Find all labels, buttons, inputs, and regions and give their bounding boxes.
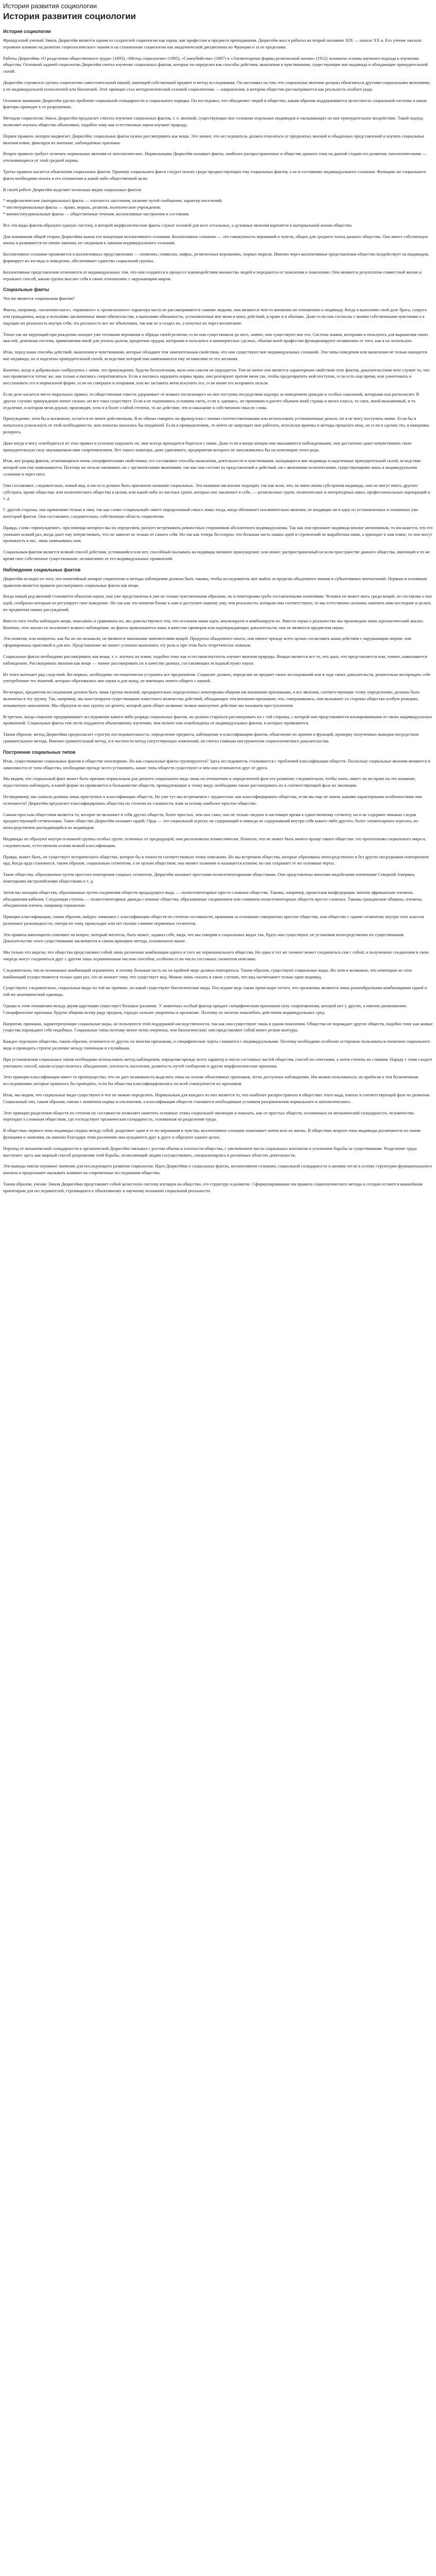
paragraph: Существуют, следовательно, социальные виды по той же причине, по какой существуют биологические виды. Последние ведь также происходят оттого, что организмы являются лишь разнообразными комбинациями одной и той же анатомической единицы. [3,985,427,997]
paragraph: Такие общества, образованные путем простого повторения сходных сегментов, Дюркгейм называет простыми полисегментарными обществами. Они представлены многими индейскими племенами Северной Америки, некоторыми австралийскими обществами и т. д. [3,872,415,884]
section-heading: Построение социальных типов [3,749,76,755]
document-body [3,29,433,1194]
list-item: * морфологические (материальные) факты — плотность населения, наличие путей сообщения, характер поселений; [3,197,433,204]
paragraph: Факты, например, «политического», «правового» и «религиозного» характера часто не рассматриваются самими людьми, они являются чем-то внешним по отношению к индивиду. Когда я выполняю свой долг брата, супруга или гражданина, когда я исполняю заключенные мною обязательства, я выполняю обязанности, установленные вне меня и моих действий, в праве и в обычаях. Даже если они согласны с моими собственными чувствами и я ощущаю их реальность внутри себя, эта реальность все же объективна, так как не я создал их, а получил их через воспитание. [3,307,427,326]
paragraph: Работы Дюркгейма «О разделении общественного труда» (1893), «Метод социологии» (1895), «Самоубийство» (1897) и «Элементарные формы религиозной жизни» (1912) заложили основы научного подхода к изучению общества. Основной задачей социологии Дюркгейм считал изучение социальных фактов, которые он определял как способы действия, мышления и чувствования, существующие вне индивида и обладающие принудительной силой. [3,55,428,74]
paragraph: Мы видим, что социальный факт может быть признан нормальным для данного социального вида лишь по отношению к определенной фазе его развития; следовательно, чтобы знать, имеет ли он право на это название, недостаточно наблюдать, в какой форме он проявляется в большинстве обществ, принадлежащих к этому виду; необходимо также рассматривать их в соответствующей фазе их эволюции. [3,776,416,788]
document-page [0,0,436,1194]
paragraph: Второе правило требует отличать нормальные явления от патологических. Нормальными Дюркгейм называет факты, наиболее распространенные в обществе данного типа на данной стадии его развития, патологическими — отклоняющиеся от этой средней нормы. [3,151,427,163]
paragraph: Дюркгейм стремился сделать социологию самостоятельной наукой, имеющей собственный предмет и метод исследования. Он настаивал на том, что социальные явления должны объясняться другими социальными явлениями, а не индивидуальной психологией или биологией. Этот принцип стал методологической основой социологизма — направления, в котором общество рассматривается как реальность особого рода. [3,79,430,92]
paragraph: Когда новый род явлений становится объектом науки, они уже представлены в уме не только чувственными образами, но и некоторыми грубо составленными понятиями. Человек не может жить среди вещей, не составляя о них идей, сообразно которым он регулирует свое поведение. Но так как эти понятия ближе к нам и доступнее нашему уму, чем реальности, которым они соответствуют, то мы естественно склонны заменять ими последние и делать их предметом наших рассуждений. [3,594,432,612]
paragraph: Коллективные представления отличаются от индивидуальных тем, что они создаются в процессе взаимодействия множества людей и передаются от поколения к поколению. Они являются результатом совместной жизни и отражают способ, каким группа мыслит себя в своих отношениях с окружающим миром. [3,269,422,281]
paragraph: Коллективное сознание проявляется в коллективных представлениях — понятиях, символах, мифах, религиозных верованиях, нормах морали. Именно через коллективные представления общество воздействует на индивидов, формирует их взгляды и поведение, обеспечивает единство социальной группы. [3,251,429,263]
paragraph: С другой стороны, оно применимо только к ним, так как слово «социальный» имеет определенный смысл лишь тогда, когда обозначает исключительно явления, не входящие ни в одну из установленных и названных уже категорий фактов. Они составляют, следовательно, собственную область социологии. [3,507,418,519]
paragraph: Следовательно, число возможных комбинаций ограничено, и потому большая часть их по крайней мере должна повторяться. Таким образом, существуют социальные виды. Но хотя и возможно, что некоторые из этих комбинаций осуществляются только один раз, это не мешает тому, что существует вид. Можно лишь сказать в таких случаях, что вид насчитывает только один индивид. [3,967,412,979]
paragraph: Мы только что видели, что общества представляют собой лишь различные комбинации одного и того же первоначального общества. Но один и тот же элемент может соединяться сам с собой, и полученные соединения в свою очередь могут соединяться друг с другом лишь ограниченным числом способов, особенно если число составных элементов невелико. [3,950,429,962]
paragraph: Что же является социальным фактом? [3,296,75,301]
paragraph: Индивиды не образуют внутри основной группы особых групп, отличных от предыдущей; они расположены атомистически. Понятно, что не может быть ничего проще такого общества: это протоплазма социального мира и, следовательно, естественная основа всякой классификации. [3,836,426,848]
paragraph: Дюркгейм исходил из того, что понятийный аппарат социологии и методы наблюдения должны быть таковы, чтобы исследователь мог выйти за пределы обыденного знания и субъективных впечатлений. Первым и основным правилом является правило рассматривать социальные факты как вещи. [3,575,427,588]
paragraph: Социальным фактом является всякий способ действия, устоявшийся или нет, способный оказывать на индивида внешнее принуждение; или иначе: распространенный на всем пространстве данного общества, имеющий в то же время свое собственное существование, независимое от его индивидуальных проявлений. [3,549,430,562]
paragraph: Итак, мы видим, что социальные виды существуют и что их можно определить. Нормальным для каждого из них является то, что наиболее распространено в обществах этого вида, взятых в соответствующей фазе их развития. Социальный тип, таким образом, связан с понятием нормы и отклонения, а классификация обществ становится необходимым условием разграничения нормального и патологического. [3,1092,430,1104]
paragraph: Точно так же верующий при рождении находит уже готовыми верования и обряды своей религии; если они существовали до него, значит, они существуют вне его. Система знаков, которыми я пользуюсь для выражения своих мыслей, денежная система, применяемая мной для уплаты долгов, кредитные орудия, которыми я пользуюсь в коммерческих сделках, обычаи моей профессии функционируют независимо от того, как я их использую. [3,331,429,344]
paragraph: Эти выводы имели огромное значение для последующего развития социологии. Идеи Дюркгейма о социальных фактах, коллективном сознании, социальной солидарности и аномии легли в основу структурно-функционального анализа и продолжают оказывать влияние на современные исследования общества. [3,1163,432,1176]
paragraph: В-третьих, когда социолог предпринимает исследование какого-либо разряда социальных фактов, он должен стараться рассматривать их с той стороны, с которой они представляются изолированными от своих индивидуальных проявлений. Социальные факты тем легче поддаются объективному изучению, чем полнее они освобождены от индивидуальных фактов, в которых проявляются. [3,714,432,726]
bullet-list [3,197,433,217]
paragraph: Первое правило, которое выдвигает Дюркгейм: социальные факты нужно рассматривать как вещи. Это значит, что исследователь должен отказаться от предвзятых мнений и обыденных представлений и изучать социальные явления извне, фиксируя их внешние, наблюдаемые признаки. [3,133,425,145]
paragraph: Вместо того чтобы наблюдать вещи, описывать и сравнивать их, мы довольствуемся тем, что осознаем наши идеи, анализируем и комбинируем их. Вместо науки о реальностях мы производим лишь идеологический анализ. Конечно, этот анализ не исключает всякого наблюдения, но факты привлекаются лишь в качестве примеров или подтверждающих доказательств; они не являются предметом науки. [3,618,424,630]
paragraph: Переход от механической солидарности к органической Дюркгейм связывал с ростом объема и плотности общества, с увеличением числа социальных контактов и усилением борьбы за существование. Разделение труда выступает здесь как мирный способ разрешения этой борьбы, позволяющий людям сосуществовать, специализируясь в различных областях деятельности. [3,1145,417,1158]
paragraph: Правда, может быть, не существует исторического общества, которое бы в точности соответствовало этому описанию. Но мы встречаем общества, которые образованы непосредственно и без других посредников повторением орд. Когда орда становится, таким образом, социальным сегментом, а не целым обществом, она меняет название и называется кланом; но она сохраняет те же основные черты. [3,854,429,866]
paragraph: Итак, вот разряд фактов, отличающихся очень специфическими свойствами; его составляют способы мышления, деятельности и чувствования, находящиеся вне индивида и наделенные принудительной силой, вследствие которой они ему навязываются. Поэтому их нельзя смешивать ни с органическими явлениями, так как они состоят из представлений и действий, ни с явлениями психическими, существующими лишь в индивидуальном сознании и через него. [3,458,421,477]
list-item: * институциональные факты — право, мораль, религия, политические учреждения; [3,204,433,211]
paragraph: Итак, перед нами способы действий, мышления и чувствования, которые обладают тем замечательным свойством, что они существуют вне индивидуальных сознаний. Эти типы поведения или мышления не только находятся вне индивида, но и наделены принудительной силой, вследствие которой они навязываются ему независимо от его желания. [3,349,427,361]
paragraph: Если дело касается чисто моральных правил, то общественная совесть удерживает от всякого посягающего на них поступка посредством надзора за поведением граждан и особых наказаний, которыми она располагает. В других случаях принуждение менее сильно, но все-таки существует. Если я не подчиняюсь условиям света, если я, одеваясь, не принимаю в расчет обычаев моей страны и моего класса, то смех, мной вызываемый, и то отдаление, в котором меня держат, производят, хотя и в более слабой степени, то же действие, что и наказание в собственном смысле слова. [3,392,420,410]
paragraph: Для понимания общей теории Дюркгейма важна его концепция коллективного сознания. Коллективное сознание — это совокупность верований и чувств, общих для среднего члена данного общества. Оно имеет собственную жизнь и развивается по своим законам, не сводимым к законам индивидуального сознания. [3,233,428,246]
paragraph: Социальные факты необходимо рассматривать как вещи, т. е. изучать их извне, подобно тому как естествоиспытатель изучает явления природы. Вещью является все то, что дано, что представляется или, точнее, навязывается наблюдению. Рассматривать явления как вещи — значит рассматривать их в качестве данных, составляющих исходный пункт науки. [3,653,427,666]
paragraph: Каждое отдельное общество, таким образом, отличается от других по многим признакам, и специфические черты сливаются с индивидуальными. Поэтому необходимо особенно осторожно пользоваться понятием социального вида и проводить строгое различие между типичным и случайным. [3,1039,430,1051]
paragraph: Этот принцип разделения обществ по степени их составности позволяет наметить основные этапы социальной эволюции и показать, как от простых обществ, основанных на механической солидарности, человечество переходит к сложным обществам, где господствует органическая солидарность, основанная на разделении труда. [3,1110,414,1122]
paragraph: Эти понятия, или концепты, как бы их ни называли, не являются законными заменителями вещей. Продукты обыденного опыта, они имеют прежде всего целью согласовать наши действия с окружающим миром; они сформированы практикой и для нее. Представление же может успешно выполнять эту роль и при этом быть теоретически ложным. [3,636,412,648]
paragraph: Самым простым обществом является то, которое не включает в себя других обществ, более простых, чем оно само; оно не только сведено в настоящее время к единственному сегменту, но и не содержит никаких следов предшествующей сегментации. Такое общество Дюркгейм называет ордой. Орда — это социальный агрегат, не содержащий и никогда не содержавший внутри себя какого-либо другого, более элементарного агрегата, но непосредственно распадающийся на индивидов. [3,811,418,831]
paragraph: Третье правило касается объяснения социальных фактов. Причину социального факта следует искать среди предшествующих ему социальных фактов, а не в состояниях индивидуального сознания. Функцию же социального факта необходимо искать в его отношении к какой-либо общественной цели. [3,168,426,181]
paragraph: Они составляют, следовательно, новый вид, и им-то и должно быть присвоено название социальных. Это название им вполне подходит, так как ясно, что, не имея своим субстратом индивида, они не могут иметь другого субстрата, кроме общества: или политического общества в целом, или какой-либо из частных групп, которые оно заключает в себе, — религиозных групп, политических и литературных школ, профессиональных корпораций и т. д. [3,482,430,501]
paragraph: В обществах первого типа индивиды сходны между собой, разделяют одни и те же верования и чувства, коллективное сознание охватывает почти всю их жизнь. В обществах второго типа индивиды различаются по своим функциям и занятиям, но именно благодаря этим различиям они нуждаются друг в друге и образуют единое целое. [3,1128,421,1140]
paragraph: Методом социологии Эмиль Дюркгейм предлагает считать изучение социальных фактов, т. е. явлений, существующих вне сознания отдельных индивидов и оказывающих на них принудительное воздействие. Такой подход позволяет изучать общество объективно, подобно тому как естественные науки изучают природу. [3,115,423,127]
section-heading: Наблюдение социальных фактов [3,567,81,572]
paragraph: Таким образом, метод Дюркгейма предполагает строгую последовательность: определение предмета, наблюдение и классификацию фактов, объяснение их причин и функций, проверку полученных выводов посредством сравнительного метода. Именно сравнительный метод, и в частности метод сопутствующих изменений, он считал главным инструментом социологического доказательства. [3,732,419,743]
paragraph: Однако в этом отношении между двумя царствами существует большое различие. У животных особый фактор придает специфическим признакам силу сопротивления, которой нет у других, а именно размножение. Специфические признаки, будучи общими всему ряду предков, гораздо сильнее укоренены в организме. Поэтому их нелегко поколебать действием индивидуальных сред. [3,1003,408,1015]
document-title: История развития социологии [3,11,136,21]
paragraph: Этот принцип классификации имеет то преимущество, что он дает возможность выделить типы на основе объективных признаков, легко доступных наблюдению. Им можно пользоваться, не прибегая к тем бесконечным исследованиям, которые пришлось бы проводить, если бы общества классифицировались по всей совокупности их признаков. [3,1074,418,1087]
paragraph: Во-вторых, предметом исследования должна быть лишь группа явлений, предварительно определенных некоторыми общими им внешними признаками, и все явления, соответствующие этому определению, должны быть включены в эту группу. Так, например, мы констатируем существование известного количества действий, обладающих тем внешним признаком, что, совершившись, они вызывают со стороны общества особую реакцию, называемую наказанием. Мы образуем из них группу sui generis, которой даем общее название: всякое наказуемое действие мы называем преступлением. [3,689,420,708]
window-tab-title: История развития социологии [3,2,97,10]
paragraph: Напротив, признаки, характеризующие социальные виды, не пользуются этой поддержкой наследственности, так как они существуют лишь в одном поколении. Общество не порождает других обществ, подобно тому как живые существа порождают себе подобных. Социальные типы поэтому менее четко очерчены, чем биологические; они представляют собой менее резкие контуры. [3,1021,433,1033]
paragraph: Таким образом, учение Эмиля Дюркгейма представляет собой целостную систему взглядов на общество, его структуру и развитие. Сформулированные им правила социологического метода и сегодня остаются важнейшим ориентиром для исследователей, стремящихся к объективному и научному познанию социальной реальности. [3,1181,423,1193]
paragraph: При установлении социальных типов необходимо использовать метод наблюдения, определяя прежде всего характер и число составных частей общества, способ их сочетания, а затем степень их слияния. Наряду с этим следует учитывать способ, каким осуществлялось объединение, плотность населения, развитость путей сообщения и другие морфологические признаки. [3,1056,432,1069]
paragraph: Принуждение, хотя бы и косвенное, остается не менее действенным. Я не обязан говорить по-французски с моими соотечественниками или использовать установленные деньги, но я не могу поступить иначе. Если бы я попытался ускользнуть от этой необходимости, моя попытка оказалась бы неудачной. Если я промышленник, то ничто не запрещает мне работать, используя приемы и методы прошлого века, но если я сделаю это, я наверняка разорюсь. [3,416,429,435]
section-heading: История социологии [3,29,51,34]
section-heading: Социальные факты [3,287,49,293]
paragraph: Все эти виды фактов образуют единую систему, в которой морфологические факты служат основой для всех остальных, а духовные явления коренятся в материальной жизни общества. [3,222,353,228]
list-item: * внеинституциональные факты — общественные течения, коллективные настроения и состояния. [3,211,433,217]
paragraph: Французский ученый Эмиль Дюркгейм является одним из создателей социологии как науки, как профессии и предмета преподавания. Дюркгейм жил и работал во второй половине XIX — начале XX в. Его учение оказало огромное влияние на развитие социологического знания и на становление социологии как академической дисциплины во Франции и за ее пределами. [3,38,422,49]
paragraph: Эти правила имплицитно отвечают на вопрос, который читатель, быть может, задавал себе, видя, что мы говорим о социальных видах так, будто они существуют, не установив непосредственно их существования. Доказательство этого существования заключается в самом принципе метода, изложенного выше. [3,931,405,944]
paragraph: Из этого вытекает ряд следствий. Во-первых, необходимо систематически устранять все предпонятия. Социолог должен, определяя ли предмет своих исследований или в ходе своих доказательств, решительно воспрещать себе употребление тех понятий, которые образовались вне науки и для нужд, не имеющих ничего общего с наукой. [3,671,431,684]
paragraph: В своей работе Дюркгейм выделяет несколько видов социальных фактов: [3,187,142,192]
paragraph: Итак, существование социальных фактов в обществе неоспоримо. Но как социальные факты группируются? Здесь исследователь сталкивается с проблемой классификации обществ. Поскольку социальные явления меняются в зависимости от типа общества, необходимо прежде всего установить, какие типы обществ существуют и чем они отличаются друг от друга. [3,758,430,770]
paragraph: Принцип классификации, таким образом, найден: начинают с классификации обществ по степени составности, принимая за основание совершенно простое общество, или общество с одним сегментом; внутри этих классов различают разновидности, смотря по тому, происходит или нет полное слияние первичных сегментов. [3,914,424,926]
paragraph: Конечно, когда я добровольно сообразуюсь с ними, это принуждение, будучи бесполезным, мало или совсем не ощущается. Тем не менее оно является характерным свойством этих фактов, доказательством чего служит то, что оно проявляется тотчас же, как только я пытаюсь сопротивляться. Если я пытаюсь нарушить нормы права, они реагируют против меня так, чтобы предотвратить мой поступок, если есть еще время, или уничтожить и восстановить его в нормальной форме, если он совершен и поправим, или же заставить меня искупить его, если иначе его исправить нельзя. [3,367,430,386]
paragraph: Затем мы находим общества, образованные путем соединения обществ предыдущего вида, — полисегментарные просто сложные общества. Таковы, например, ирокезская конфедерация, многие африканские племена, объединения кабилов. Следующая ступень — полисегментарные дважды сложные общества, образованные соединением или слиянием полисегментарных обществ просто сложных. Таковы гражданские общины, племена, объединения племен, например германские. [3,889,423,908]
paragraph: Правда, слово «принуждение», при помощи которого мы их определяем, рискует встревожить ревностных сторонников абсолютного индивидуализма. Так как они признают индивида вполне автономным, то им кажется, что его унижают всякий раз, когда дают ему почувствовать, что он зависит не только от самого себя. Но так как теперь бесспорно, что большая часть наших идей и стремлений не выработана нами, а приходит к нам извне, то они могут проникнуть в нас, лишь навязываясь нам. [3,524,433,544]
paragraph: По-видимому, мы сначала должны лишь приступить к классификации обществ. Но уже тут мы встречаемся с трудностью: как классифицировать общества, если мы еще не знаем, какими характерными особенностями они отличаются? Дюркгейм предлагает классифицировать общества по степени их сложности, взяв за основу наиболее простое общество. [3,793,422,806]
paragraph: Основное внимание Дюркгейм уделял проблеме социальной солидарности и социального порядка. Он исследовал, что объединяет людей в общество, каким образом поддерживается целостность социальной системы и какие факторы приводят к ее разрушению. [3,97,427,110]
paragraph: Даже когда я могу освободиться от этих правил и успешно нарушить их, мне всегда приходится бороться с ними. Даже если в конце концов они оказываются побежденными, они достаточно дают почувствовать свою принудительную силу оказываемым ими сопротивлением. Нет такого новатора, даже удачливого, предприятия которого не наталкивались бы на оппозицию этого рода. [3,440,412,452]
